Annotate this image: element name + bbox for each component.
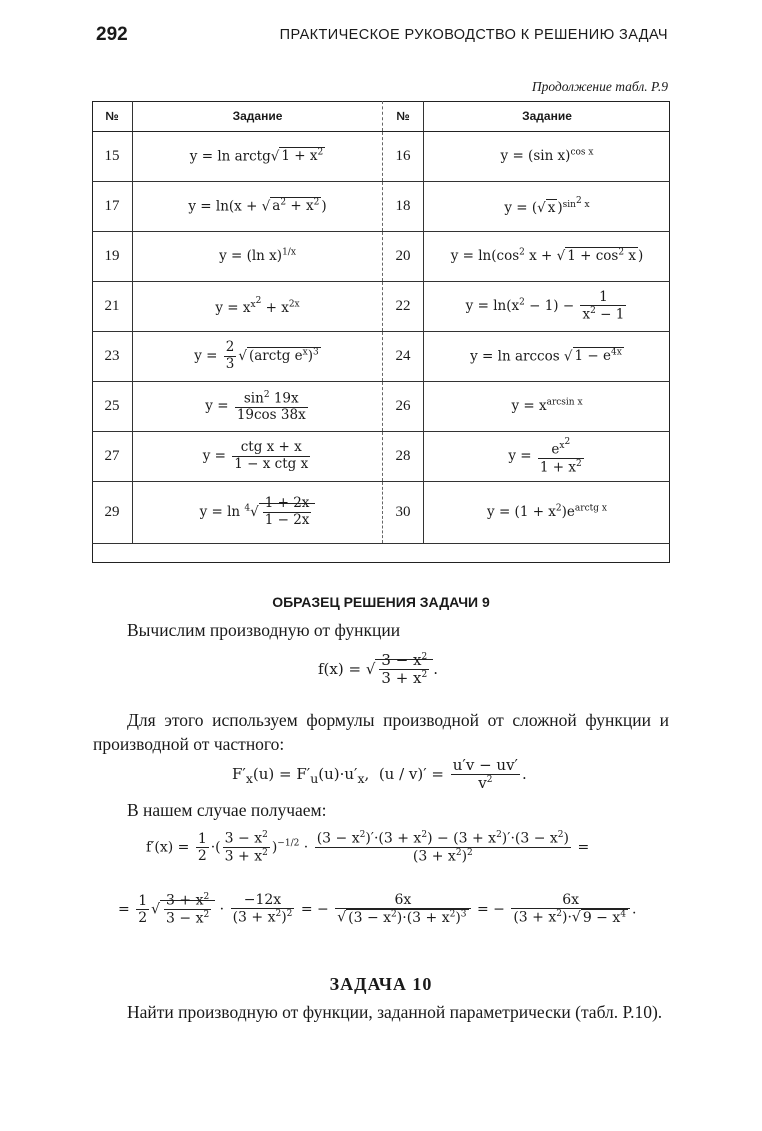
example-paragraph-2: Для этого используем формулы производной от сложной функции и производной от частного:: [93, 710, 669, 754]
formula-21: $y = x^{x^2} + x^{2x}$: [215, 295, 300, 317]
formula-17: y = ln(x + √ $a^2 + x^2$ ): [188, 197, 327, 215]
task-number: 29: [92, 482, 133, 544]
header-number-1: №: [92, 101, 133, 132]
tasks-table: [92, 101, 670, 544]
table-row: [92, 382, 670, 432]
header-task-1: Задание: [133, 101, 383, 132]
header-number-2: №: [383, 101, 424, 132]
formula-15: y = ln arctg√ $1 + x^2$: [189, 147, 324, 165]
formula-19: y = (ln x)$^{1/x}$: [219, 247, 296, 265]
page-number: 292: [96, 24, 128, 45]
formula-23: y = $\frac{2}{3}$ √ (arctg $e^x)^3$: [194, 339, 319, 372]
example-paragraph-3: В нашем случае получаем:: [127, 800, 327, 820]
formula-f: f(x) = √ $\frac{3 - x^2}{3 + x^2}$ .: [318, 651, 439, 688]
task-number: 22: [383, 282, 424, 332]
formula-derivative-1: f′(x) = $\frac{1}{2}$ ·( $\frac{3 - x^2}{3 + x^2}$ )$^{-1/2}$ · $\frac{(3 - x^2)'\cdot(3 + x^2) - (3 + x^2)'\cdot(3 - x^2)}{(3 + x^2)^2}$ =: [146, 830, 590, 865]
task-number: 17: [92, 182, 133, 232]
task-formula: [424, 482, 671, 544]
formula-25: y = $\frac{\sin^2 19x}{19\cos 38x}$: [205, 389, 306, 423]
header-task-2: Задание: [424, 101, 671, 132]
table-continuation-note: Продолжение табл. Р.9: [531, 79, 668, 94]
formula-22: $y = \ln(x^2 - 1)$ − $\frac{1}{x^2 - 1}$: [465, 288, 625, 323]
table-row: [92, 182, 670, 232]
example-title: ОБРАЗЕЦ РЕШЕНИЯ ЗАДАЧИ 9: [272, 594, 490, 610]
task-formula: [133, 132, 383, 182]
task-number: 28: [383, 432, 424, 482]
task-number: 15: [92, 132, 133, 182]
task-number: 30: [383, 482, 424, 544]
task-formula: [424, 382, 671, 432]
task-formula: [133, 432, 383, 482]
f1-15: [0, 0, 1, 1]
table-row: [92, 432, 670, 482]
task-formula: [133, 332, 383, 382]
table-row: [92, 332, 670, 382]
formula-30: $y = (1 + x^2)e^{arctg x}$: [487, 503, 607, 521]
task-formula: [133, 382, 383, 432]
table-row: [92, 282, 670, 332]
task-number: 23: [92, 332, 133, 382]
task-formula: [424, 232, 671, 282]
formula-rules: $F'_x(u) = F'_u(u)\cdot u'_x$, (u / v)′ = $\frac{u'v - uv'}{v^2}$ .: [232, 756, 527, 793]
table-row: [92, 232, 670, 282]
task-number: 27: [92, 432, 133, 482]
example-paragraph-1: Вычислим производную от функции: [127, 620, 401, 640]
task-number: 21: [92, 282, 133, 332]
task-10-text: Найти производную от функции, заданной параметрически (табл. Р.10).: [127, 1002, 663, 1022]
task-number: 18: [383, 182, 424, 232]
task-formula: [424, 332, 671, 382]
running-title: ПРАКТИЧЕСКОЕ РУКОВОДСТВО К РЕШЕНИЮ ЗАДАЧ: [279, 27, 668, 43]
task-formula: [424, 282, 671, 332]
table-row: [92, 132, 670, 182]
task-10-title: ЗАДАЧА 10: [329, 974, 433, 994]
formula-18: y = (√ x )$^{sin^2 x}$: [504, 195, 590, 217]
task-number: 20: [383, 232, 424, 282]
task-number: 24: [383, 332, 424, 382]
formula-26: $y = x^{arcsin x}$: [511, 397, 583, 415]
task-formula: [424, 132, 671, 182]
formula-28: y = $\frac{e^{x^2}}{1 + x^2}$: [508, 436, 582, 476]
task-formula: [424, 182, 671, 232]
table-row: [92, 482, 670, 544]
task-formula: [133, 282, 383, 332]
formula-24: y = ln arccos √ $1 - e^{4x}$: [470, 347, 622, 365]
formula-16: y = (sin x)$^{cos x}$: [500, 147, 594, 165]
table-header-row: [92, 101, 670, 132]
formula-27: y = ctg x + x 1 − x ctg x: [202, 439, 309, 472]
task-formula: [133, 482, 383, 544]
task-number: 25: [92, 382, 133, 432]
task-formula: [133, 182, 383, 232]
formula-29: y = ln $^4$√ $\frac{1 + 2x}{1 - 2x}$: [200, 504, 316, 520]
task-number: 19: [92, 232, 133, 282]
task-formula: [133, 232, 383, 282]
formula-20: $y = \ln(\cos^2$ x + √ $1 + \cos^2 x$ ): [450, 247, 644, 265]
task-number: 26: [383, 382, 424, 432]
task-formula: [424, 432, 671, 482]
formula-derivative-2: = $\frac{1}{2}$ √ $\frac{3 + x^2}{3 - x^2}$ · $\frac{-12x}{(3 + x^2)^2}$ = − $\frac{6x}{√ (3 - x^2)\cdot(3 + x^2)^3}$ = − $\frac{6x}{(3 + x^2)\cdot√ 9 - x^4}$ .: [118, 892, 637, 927]
task-number: 16: [383, 132, 424, 182]
